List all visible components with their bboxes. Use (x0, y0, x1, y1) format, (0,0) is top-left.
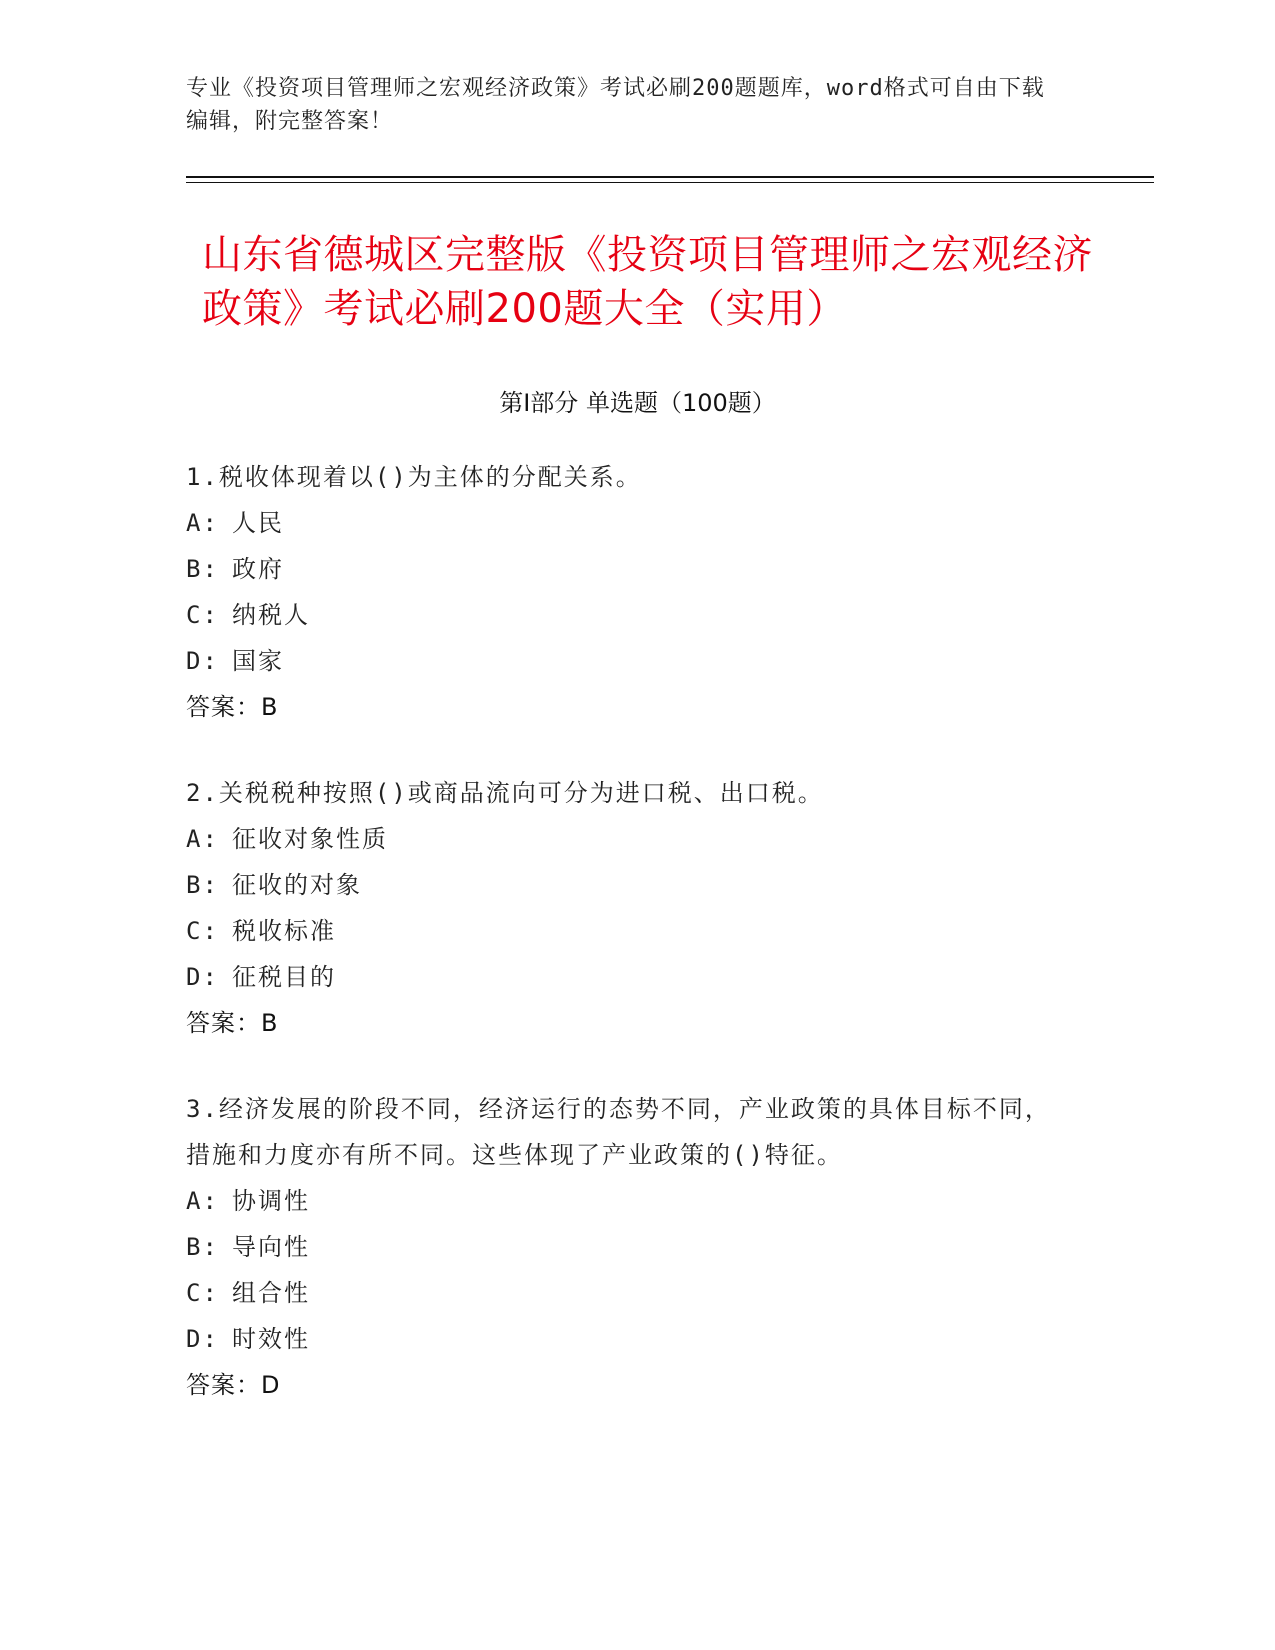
option-text: 人民 (232, 509, 284, 537)
option-letter: B: (186, 555, 219, 583)
option-a (186, 1178, 1066, 1224)
document-title: 山东省德城区完整版《投资项目管理师之宏观经济政策》考试必刷200题大全（实用） (202, 232, 1093, 332)
section-title: 第I部分 单选题（100题） (499, 389, 776, 417)
option-d (186, 1316, 1066, 1362)
option-b (186, 862, 1066, 908)
header-note: 专业《投资项目管理师之宏观经济政策》考试必刷200题题库，word格式可自由下载编辑，附完整答案！ (186, 76, 1045, 134)
option-text: 组合性 (232, 1279, 310, 1307)
answer: 答案：B (186, 1009, 279, 1037)
option-letter: D: (186, 963, 219, 991)
option-letter: C: (186, 601, 219, 629)
option-letter: D: (186, 1325, 219, 1353)
option-text: 导向性 (232, 1233, 310, 1261)
option-text: 纳税人 (232, 601, 310, 629)
header-rule-thick (186, 176, 1154, 178)
question-2 (186, 770, 1066, 1046)
option-a (186, 816, 1066, 862)
question-stem: 2.关税税种按照()或商品流向可分为进口税、出口税。 (186, 779, 824, 807)
option-text: 协调性 (232, 1187, 310, 1215)
option-text: 时效性 (232, 1325, 310, 1353)
option-letter: B: (186, 871, 219, 899)
option-text: 国家 (232, 647, 284, 675)
option-letter: C: (186, 1279, 219, 1307)
option-c (186, 592, 1066, 638)
option-letter: B: (186, 1233, 219, 1261)
option-a (186, 500, 1066, 546)
header-rule-thin (186, 182, 1154, 183)
option-c (186, 908, 1066, 954)
option-letter: D: (186, 647, 219, 675)
option-c (186, 1270, 1066, 1316)
option-letter: A: (186, 1187, 219, 1215)
question-stem: 3.经济发展的阶段不同，经济运行的态势不同，产业政策的具体目标不同，措施和力度亦有所不同。这些体现了产业政策的()特征。 (186, 1095, 1051, 1169)
option-text: 征收的对象 (232, 871, 362, 899)
question-3 (186, 1086, 1066, 1408)
option-text: 征收对象性质 (232, 825, 388, 853)
question-1 (186, 454, 1066, 730)
option-text: 政府 (232, 555, 284, 583)
answer: 答案：B (186, 693, 279, 721)
option-letter: C: (186, 917, 219, 945)
option-text: 税收标准 (232, 917, 336, 945)
option-letter: A: (186, 509, 219, 537)
answer: 答案：D (186, 1371, 281, 1399)
option-d (186, 954, 1066, 1000)
option-text: 征税目的 (232, 963, 336, 991)
option-letter: A: (186, 825, 219, 853)
option-b (186, 546, 1066, 592)
option-b (186, 1224, 1066, 1270)
option-d (186, 638, 1066, 684)
question-stem: 1.税收体现着以()为主体的分配关系。 (186, 463, 642, 491)
